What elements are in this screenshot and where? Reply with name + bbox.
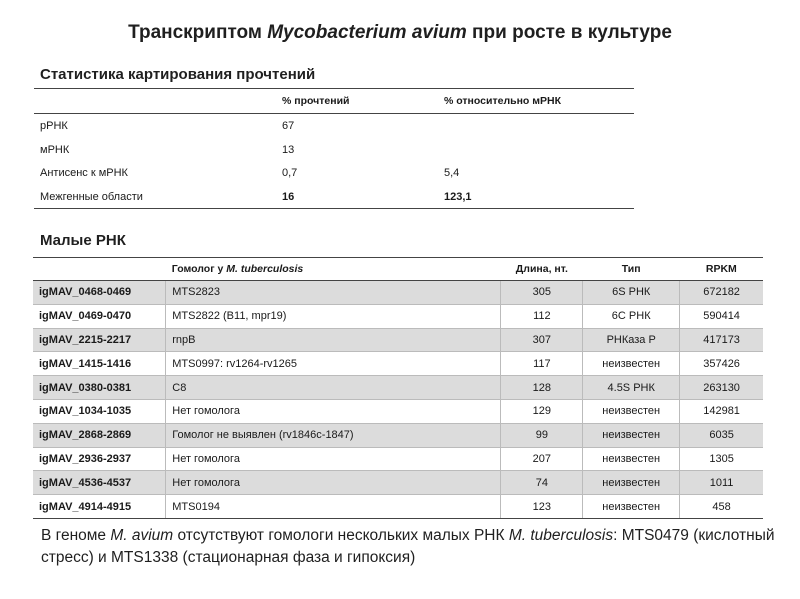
srna-length: 112: [501, 304, 583, 328]
stats-col-rel: % относительно мРНК: [444, 95, 562, 107]
srna-length: 123: [501, 495, 583, 519]
stats-row: [34, 114, 634, 138]
title-prefix: Транскриптом: [128, 22, 268, 43]
srna-length: 207: [501, 447, 583, 471]
stats-label: мРНК: [40, 143, 70, 156]
title-species: Mycobacterium avium: [267, 22, 467, 43]
stats-header-row: [34, 88, 634, 114]
srna-rpkm: 1305: [680, 447, 763, 471]
srna-header-row: [33, 258, 763, 281]
srna-col-homolog: [166, 258, 501, 281]
srna-id: igMAV_0380-0381: [33, 376, 166, 400]
srna-id: igMAV_2868-2869: [33, 423, 166, 447]
srna-id: igMAV_4536-4537: [33, 471, 166, 495]
srna-homolog: MTS0997: rv1264-rv1265: [166, 352, 501, 376]
srna-homolog: Нет гомолога: [166, 399, 501, 423]
stats-table: [34, 88, 634, 209]
stats-row: [34, 161, 634, 185]
srna-type: 6S РНК: [583, 281, 680, 305]
stats-reads: 16: [282, 190, 295, 203]
table-row: [33, 495, 763, 519]
srna-id: igMAV_1034-1035: [33, 399, 166, 423]
stats-label: Межгенные области: [40, 190, 143, 203]
srna-type: неизвестен: [583, 423, 680, 447]
srna-length: 128: [501, 376, 583, 400]
srna-rpkm: 6035: [680, 423, 763, 447]
srna-rpkm: 142981: [680, 399, 763, 423]
footnote: [41, 525, 781, 569]
table-row: [33, 304, 763, 328]
stats-col-reads: % прочтений: [282, 95, 350, 107]
srna-id: igMAV_2215-2217: [33, 328, 166, 352]
srna-length: 99: [501, 423, 583, 447]
stats-reads: 13: [282, 143, 295, 156]
footnote-part: : MTS0479 (кислотный стресс) и MTS1338 (стационарная фаза и гипоксия): [41, 527, 775, 566]
srna-id: igMAV_1415-1416: [33, 352, 166, 376]
footnote-part: В геноме: [41, 527, 111, 544]
srna-length: 305: [501, 281, 583, 305]
stats-rel: 123,1: [444, 190, 472, 203]
stats-heading: Статистика картирования прочтений: [40, 66, 316, 83]
srna-col-rpkm: RPKM: [680, 258, 763, 281]
srna-type: 4.5S РНК: [583, 376, 680, 400]
footnote-species: M. avium: [110, 527, 174, 544]
stats-row: [34, 138, 634, 162]
srna-length: 129: [501, 399, 583, 423]
table-row: [33, 376, 763, 400]
stats-label: Антисенс к мРНК: [40, 167, 128, 179]
srna-col-length: Длина, нт.: [501, 258, 583, 281]
footnote-species: M. tuberculosis: [508, 527, 614, 544]
table-row: [33, 471, 763, 495]
stats-rel: 5,4: [444, 167, 460, 179]
srna-type: неизвестен: [583, 471, 680, 495]
srna-type: неизвестен: [583, 399, 680, 423]
srna-type: неизвестен: [583, 447, 680, 471]
stats-row: [34, 185, 634, 210]
srna-rpkm: 263130: [680, 376, 763, 400]
srna-length: 117: [501, 352, 583, 376]
srna-length: 307: [501, 328, 583, 352]
srna-homolog: Нет гомолога: [166, 447, 501, 471]
srna-rpkm: 590414: [680, 304, 763, 328]
title-suffix: при росте в культуре: [466, 22, 672, 43]
srna-rpkm: 672182: [680, 281, 763, 305]
srna-type: РНКаза Р: [583, 328, 680, 352]
srna-rpkm: 357426: [680, 352, 763, 376]
homolog-col-prefix: Гомолог у: [171, 263, 227, 275]
srna-homolog: Нет гомолога: [166, 471, 501, 495]
stats-label: рРНК: [40, 120, 68, 132]
table-row: [33, 423, 763, 447]
srna-id: igMAV_0468-0469: [33, 281, 166, 305]
srna-heading: Малые РНК: [40, 232, 126, 249]
srna-rpkm: 417173: [680, 328, 763, 352]
srna-id: igMAV_0469-0470: [33, 304, 166, 328]
stats-reads: 67: [282, 120, 295, 132]
srna-homolog: MTS2822 (B11, mpr19): [166, 304, 501, 328]
srna-homolog: MTS0194: [166, 495, 501, 519]
srna-rpkm: 1011: [680, 471, 763, 495]
srna-rpkm: 458: [680, 495, 763, 519]
srna-homolog: MTS2823: [166, 281, 501, 305]
footnote-part: отсутствуют гомологи нескольких малых РНК: [173, 527, 509, 544]
homolog-col-species: M. tuberculosis: [226, 263, 304, 275]
srna-type: неизвестен: [583, 352, 680, 376]
table-row: [33, 352, 763, 376]
stats-reads: 0,7: [282, 167, 298, 179]
srna-col-type: Тип: [583, 258, 680, 281]
srna-homolog: C8: [166, 376, 501, 400]
page-title: [0, 22, 800, 44]
table-row: [33, 328, 763, 352]
srna-homolog: Гомолог не выявлен (rv1846c-1847): [166, 423, 501, 447]
srna-id: igMAV_2936-2937: [33, 447, 166, 471]
srna-col-id: [33, 258, 166, 281]
srna-type: неизвестен: [583, 495, 680, 519]
srna-length: 74: [501, 471, 583, 495]
table-row: [33, 447, 763, 471]
srna-id: igMAV_4914-4915: [33, 495, 166, 519]
table-row: [33, 399, 763, 423]
srna-type: 6C РНК: [583, 304, 680, 328]
table-row: [33, 281, 763, 305]
srna-homolog: rnpB: [166, 328, 501, 352]
srna-table: [33, 257, 763, 519]
